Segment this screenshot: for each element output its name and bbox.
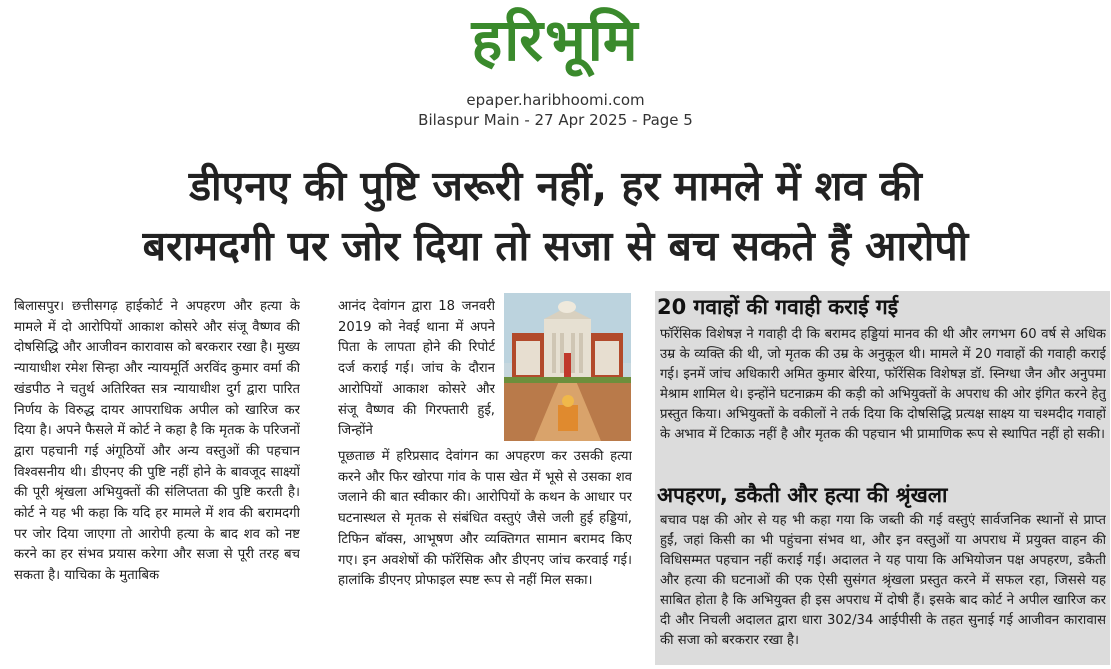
sidebar-heading-witnesses: 20 गवाहों की गवाही कराई गई bbox=[657, 295, 899, 319]
sidebar-paragraph-1: फॉरेंसिक विशेषज्ञ ने गवाही दी कि बरामद हड्डियां मानव की थी और लगभग 60 वर्ष से अधिक उम्र के व्यक्ति की थी, जो मृतक की उम्र के अनुकूल थी। मामले में 20 गवाहों की गवाही कराई गई। इनमें जांच अधिकारी अमित कुमार बेरिया, फॉरेंसिक विशेषज्ञ डॉ. स्निग्धा जैन और अनुपमा मेश्राम शामिल थे। इन्होंने घटनाक्रम की कड़ी को अभियुक्तों के अपराध की ओर इंगित करने हेतु प्रस्तुत किया। अभियुक्तों के वकीलों ने तर्क दिया कि दोषसिद्धि प्रत्यक्ष साक्ष्य या चश्मदीद गवाहों के अभाव में टिकाऊ नहीं है और मृतक की पहचान भी प्रामाणिक रूप से स्थापित नहीं हो सकी। bbox=[660, 327, 1106, 442]
source-url: epaper.haribhoomi.com bbox=[466, 91, 645, 109]
sidebar-heading-chain: अपहरण, डकैती और हत्या की श्रृंखला bbox=[657, 483, 948, 507]
article-column-1: बिलासपुर। छत्तीसगढ़ हाईकोर्ट ने अपहरण और हत्या के मामले में दो आरोपियों आकाश कोसरे और संजू वैष्णव की दोषसिद्धि और आजीवन कारावास को बरकरार रखा है। मुख्य न्यायाधीश रमेश सिन्हा और न्यायमूर्ति अरविंद कुमार वर्मा की खंडपीठ ने चतुर्थ अतिरिक्त सत्र न्यायाधीश दुर्ग द्वारा पारित निर्णय के विरुद्ध दायर आपराधिक अपील को खारिज कर दिया है। अपने फैसले में कोर्ट ने कहा है कि मृतक के परिजनों द्वारा पहचानी गई अंगूठियों और अन्य वस्तुओं की पहचान विश्वसनीय थी। डीएनए की पुष्टि नहीं होने के बावजूद साक्ष्यों की पूरी श्रृंखला अभियुक्तों की संलिप्तता की पुष्टि करती है। कोर्ट ने यह भी कहा कि यदि हर मामले में शव की बरामदगी पर जोर दिया जाएगा तो आरोपी हत्या के बाद शव को नष्ट करने का हर संभव प्रयास करेगा और सजा से पूरी तरह बच सकता है। याचिका के मुताबिक bbox=[14, 299, 300, 584]
article-column-2-top: आनंद देवांगन द्वारा 18 जनवरी 2019 को नेवई थाना में अपने पिता के लापता होने की रिपोर्ट दर्ज कराई गई। जांच के दौरान आरोपियों आकाश कोसरे और संजू वैष्णव की गिरफ्तारी हुई, जिन्होंने bbox=[338, 299, 495, 439]
article-column-2-bottom: पूछताछ में हरिप्रसाद देवांगन का अपहरण कर उसकी हत्या करने और फिर खोरपा गांव के पास खेत में भूसे से उसका शव जलाने की बात स्वीकार की। आरोपियों के कथन के आधार पर घटनास्थल से मृतक से संबंधित वस्तुएं जैसे जली हुई हड्डियां, टिफिन बॉक्स, आभूषण और व्यक्तिगत सामान बरामद किए गए। इन अवशेषों की फॉरेंसिक और डीएनए जांच करवाई गई। हालांकि डीएनए प्रोफाइल स्पष्ट रूप से नहीं मिल सका। bbox=[338, 449, 632, 589]
high-court-photo bbox=[504, 293, 631, 441]
sidebar-paragraph-2: बचाव पक्ष की ओर से यह भी कहा गया कि जब्ती की गई वस्तुएं सार्वजनिक स्थानों से प्राप्त हुईं, जहां किसी का भी पहुंचना संभव था, और इन वस्तुओं या अपराध में प्रयुक्त वाहन की विधिसम्मत पहचान नहीं कराई गई। अदालत ने यह पाया कि अभियोजन पक्ष अपहरण, डकैती और हत्या की घटनाओं की एक ऐसी सुसंगत श्रृंखला प्रस्तुत करने में सफल रहा, जिससे यह साबित होता है कि अभियुक्त ही इस अपराध में दोषी हैं। इसके बाद कोर्ट ने अपील खारिज कर दी और निचली अदालत द्वारा धारा 302/34 आईपीसी के तहत सुनाई गई आजीवन कारावास की सजा को बरकरार रखा है। bbox=[660, 513, 1106, 648]
edition-info: Bilaspur Main - 27 Apr 2025 - Page 5 bbox=[418, 111, 693, 129]
headline-line-1: डीएनए की पुष्टि जरूरी नहीं, हर मामले में शव की bbox=[189, 162, 922, 210]
masthead-logo: हरिभूमि bbox=[471, 6, 640, 74]
headline-line-2: बरामदगी पर जोर दिया तो सजा से बच सकते हैं आरोपी bbox=[142, 222, 969, 270]
